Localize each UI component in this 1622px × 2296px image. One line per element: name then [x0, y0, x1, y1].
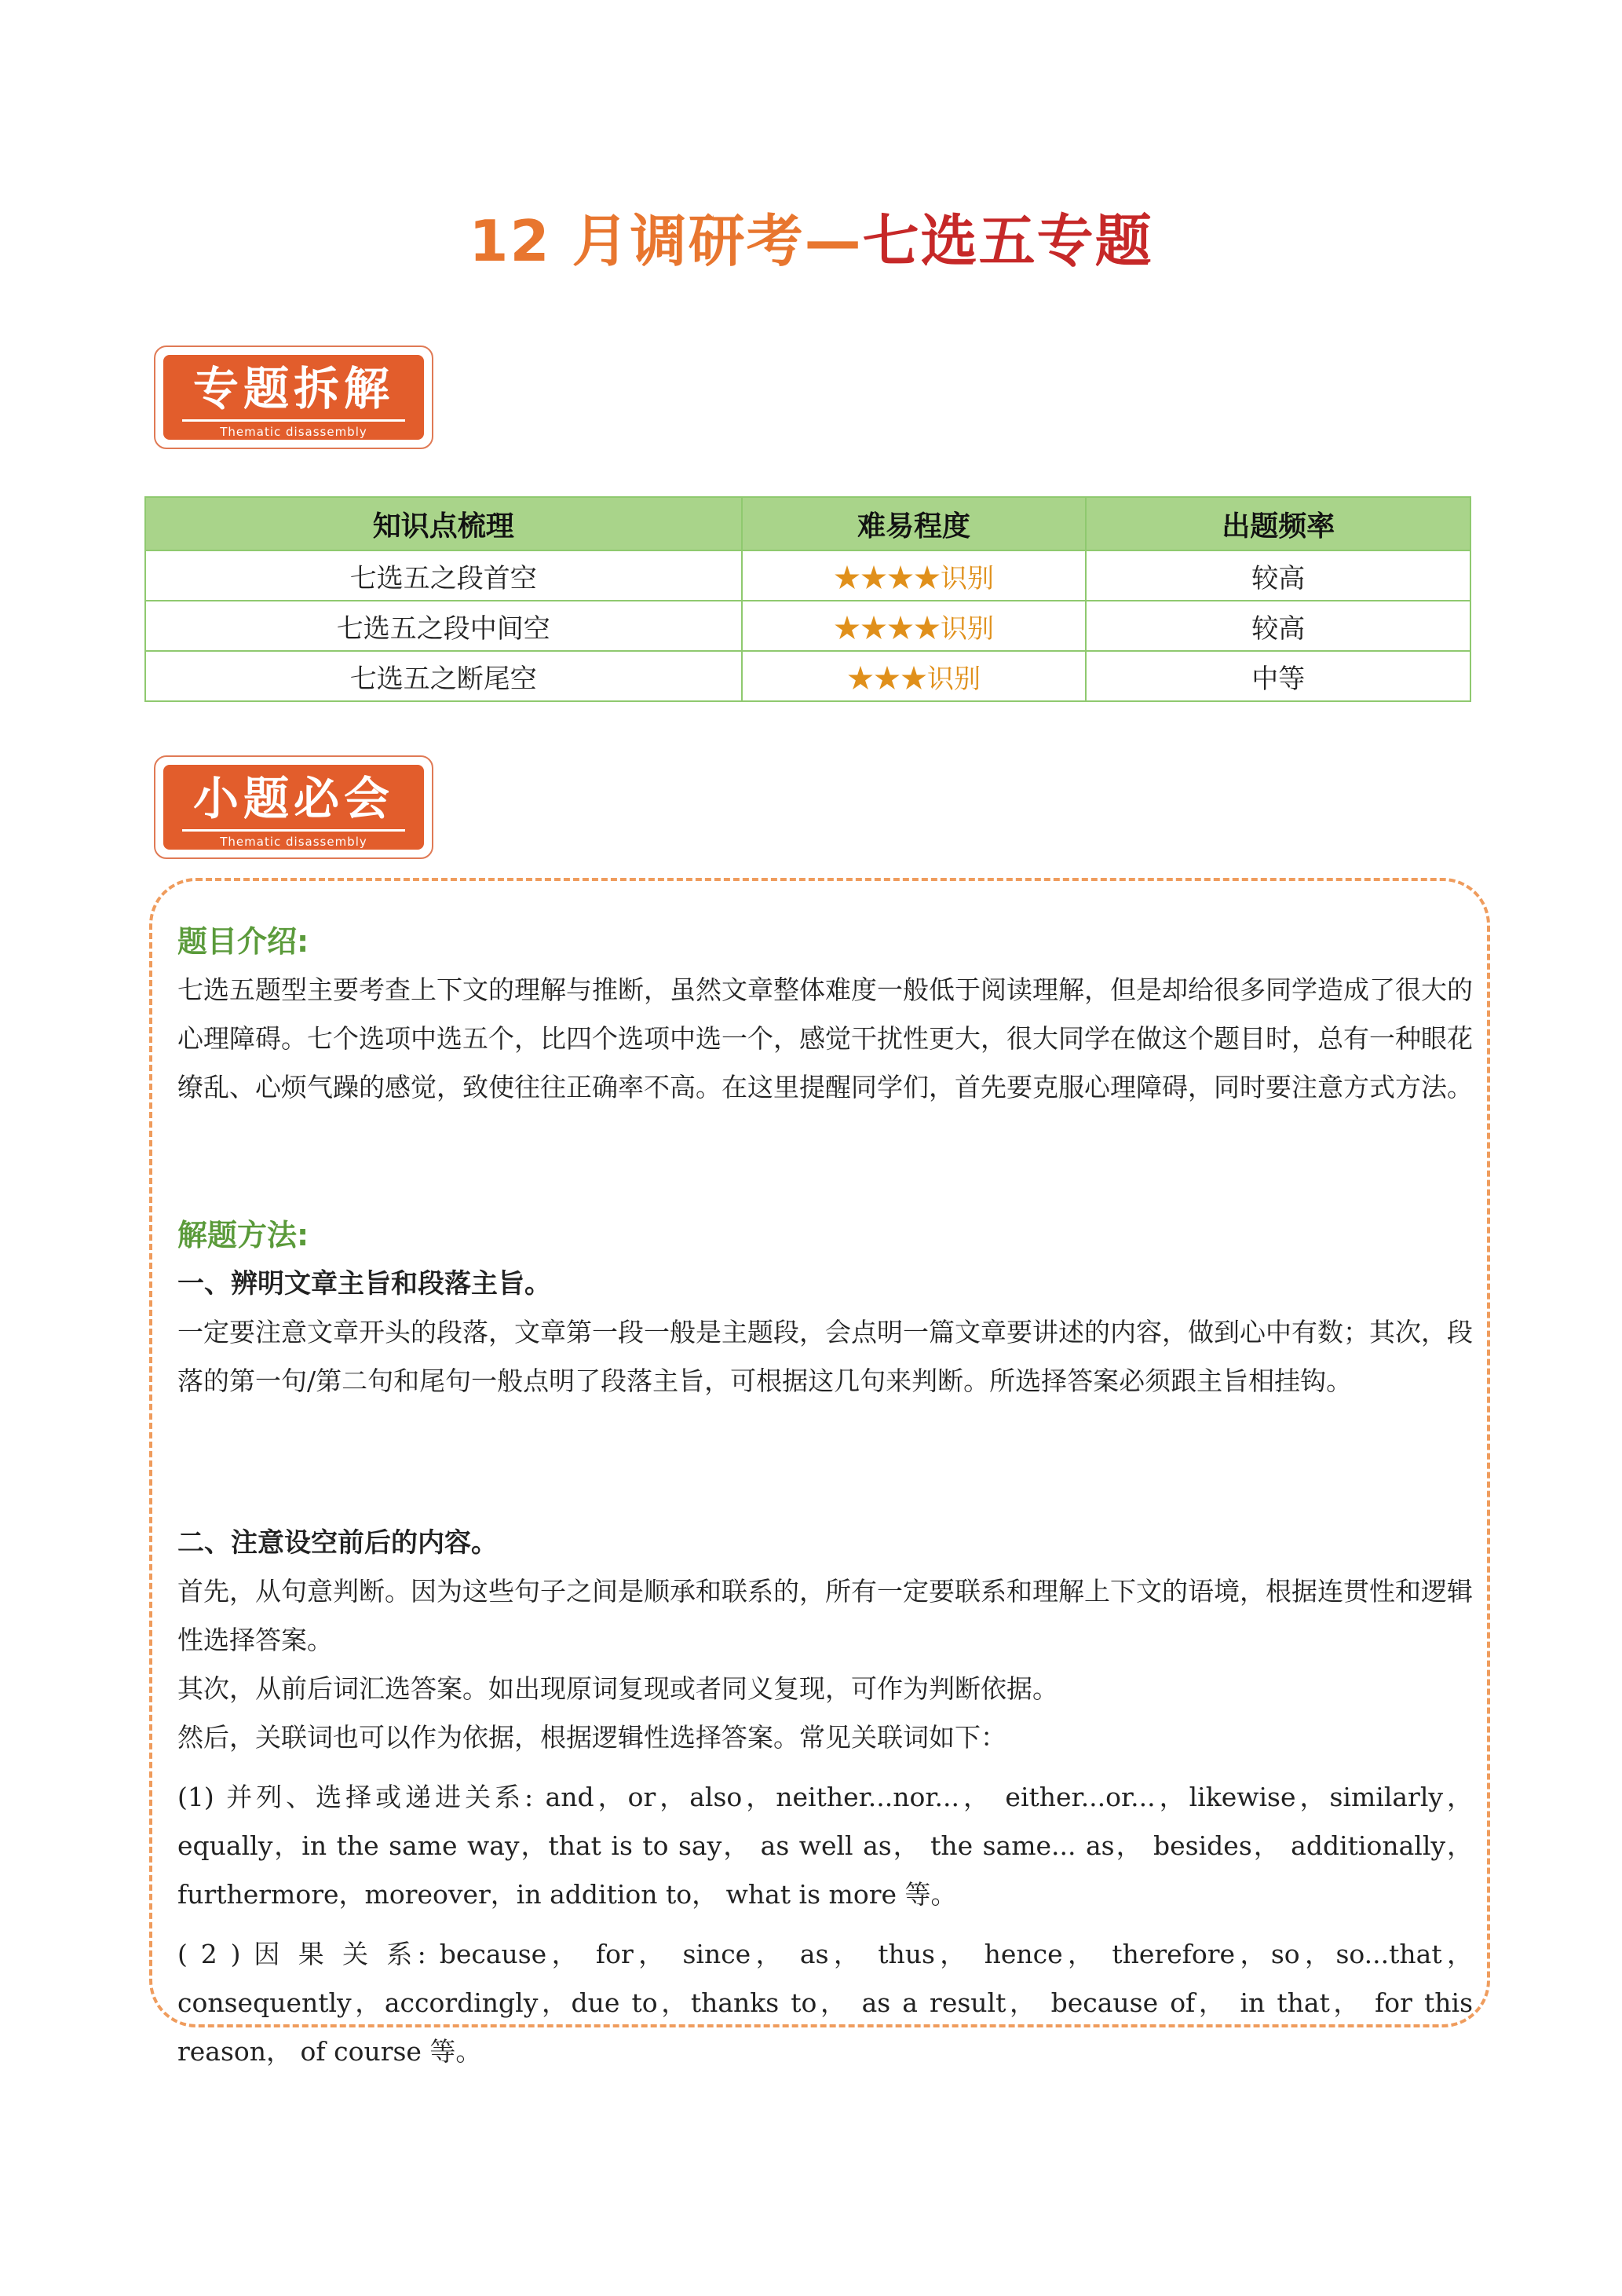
star-rating: ★★★: [847, 663, 928, 695]
method-step2-p1: 首先，从句意判断。因为这些句子之间是顺承和联系的，所有一定要联系和理解上下文的语境，根据连贯性和逻辑性选择答案。: [177, 1576, 1473, 1655]
star-rating: ★★★★: [834, 562, 941, 594]
method-step2: [177, 1519, 1473, 2076]
method-section: [177, 1211, 1473, 1406]
intro-text: 七选五题型主要考查上下文的理解与推断，虽然文章整体难度一般低于阅读理解，但是却给很多同学造成了很大的心理障碍。七个选项中选五个，比四个选项中选一个，感觉干扰性更大，很大同学在做这个题目时，总有一种眼花缭乱、心烦气躁的感觉，致使往往正确率不高。在这里提醒同学们，首先要克服心理障碍，同时要注意方式方法。: [177, 974, 1473, 1102]
method-step2-p3: 然后，关联词也可以作为依据，根据逻辑性选择答案。常见关联词如下：: [177, 1722, 1006, 1753]
badge-title: 专题拆解: [192, 362, 394, 415]
method-step1-title: 一、辨明文章主旨和段落主旨。: [177, 1268, 551, 1300]
badge-background: [163, 765, 424, 850]
badge-subtitle: Thematic disassembly: [220, 425, 367, 439]
method-step2-p2: 其次，从前后词汇选答案。如出现原词复现或者同义复现，可作为判断依据。: [177, 1673, 1058, 1704]
cell-frequency: 中等: [1086, 651, 1470, 701]
table-row: [145, 601, 1470, 651]
difficulty-level: 识别: [941, 562, 995, 594]
badge-divider: [182, 419, 405, 422]
table-row: [145, 550, 1470, 601]
cell-frequency: 较高: [1086, 550, 1470, 601]
knowledge-table: [144, 496, 1471, 702]
header-knowledge-point: 知识点梳理: [145, 497, 742, 550]
cell-difficulty: [742, 651, 1087, 701]
section-badge-must-know: [154, 755, 433, 859]
header-frequency: 出题频率: [1086, 497, 1470, 550]
cell-point: 七选五之段中间空: [145, 601, 742, 651]
badge-background: [163, 355, 424, 440]
difficulty-level: 识别: [941, 612, 995, 645]
intro-section: [177, 917, 1473, 1112]
badge-subtitle: Thematic disassembly: [220, 835, 367, 849]
cell-point: 七选五之断尾空: [145, 651, 742, 701]
badge-divider: [182, 829, 405, 832]
page-title: [0, 206, 1622, 276]
star-rating: ★★★★: [834, 612, 941, 645]
cell-difficulty: [742, 550, 1087, 601]
table-header-row: [145, 497, 1470, 550]
badge-title: 小题必会: [192, 772, 394, 825]
header-difficulty: 难易程度: [742, 497, 1087, 550]
method-step1-text: 一定要注意文章开头的段落，文章第一段一般是主题段，会点明一篇文章要讲述的内容，做到心中有数；其次，段落的第一句/第二句和尾句一般点明了段落主旨，可根据这几句来判断。所选择答案必须跟主旨相挂钩。: [177, 1317, 1473, 1396]
page-title-prefix: 12 月调研考—: [469, 208, 863, 274]
method-heading: 解题方法:: [177, 1218, 309, 1252]
table-row: [145, 651, 1470, 701]
cell-frequency: 较高: [1086, 601, 1470, 651]
conjunction-list-causal: ( 2 ) 因 果 关 系: because， for， since， as， thus， hence， therefore，so，so...that，consequently，accordingly，due to，thanks to， as a result， because of， in that， for this reason， of course 等。: [177, 1939, 1474, 2067]
intro-heading: 题目介绍:: [177, 924, 309, 959]
method-step2-title: 二、注意设空前后的内容。: [177, 1527, 498, 1559]
section-badge-thematic: [154, 345, 433, 449]
difficulty-level: 识别: [927, 663, 981, 695]
conjunction-list-coordinate: (1) 并列、选择或递进关系: and，or，also，neither...nor...， either...or...，likewise，similarly，equally，in the same way，that is to say， as well as， the same... as， besides， additionally， furthermore，moreover，in addition to， what is more 等。: [177, 1782, 1473, 1910]
page-title-main: 七选五专题: [862, 208, 1153, 274]
cell-point: 七选五之段首空: [145, 550, 742, 601]
cell-difficulty: [742, 601, 1087, 651]
